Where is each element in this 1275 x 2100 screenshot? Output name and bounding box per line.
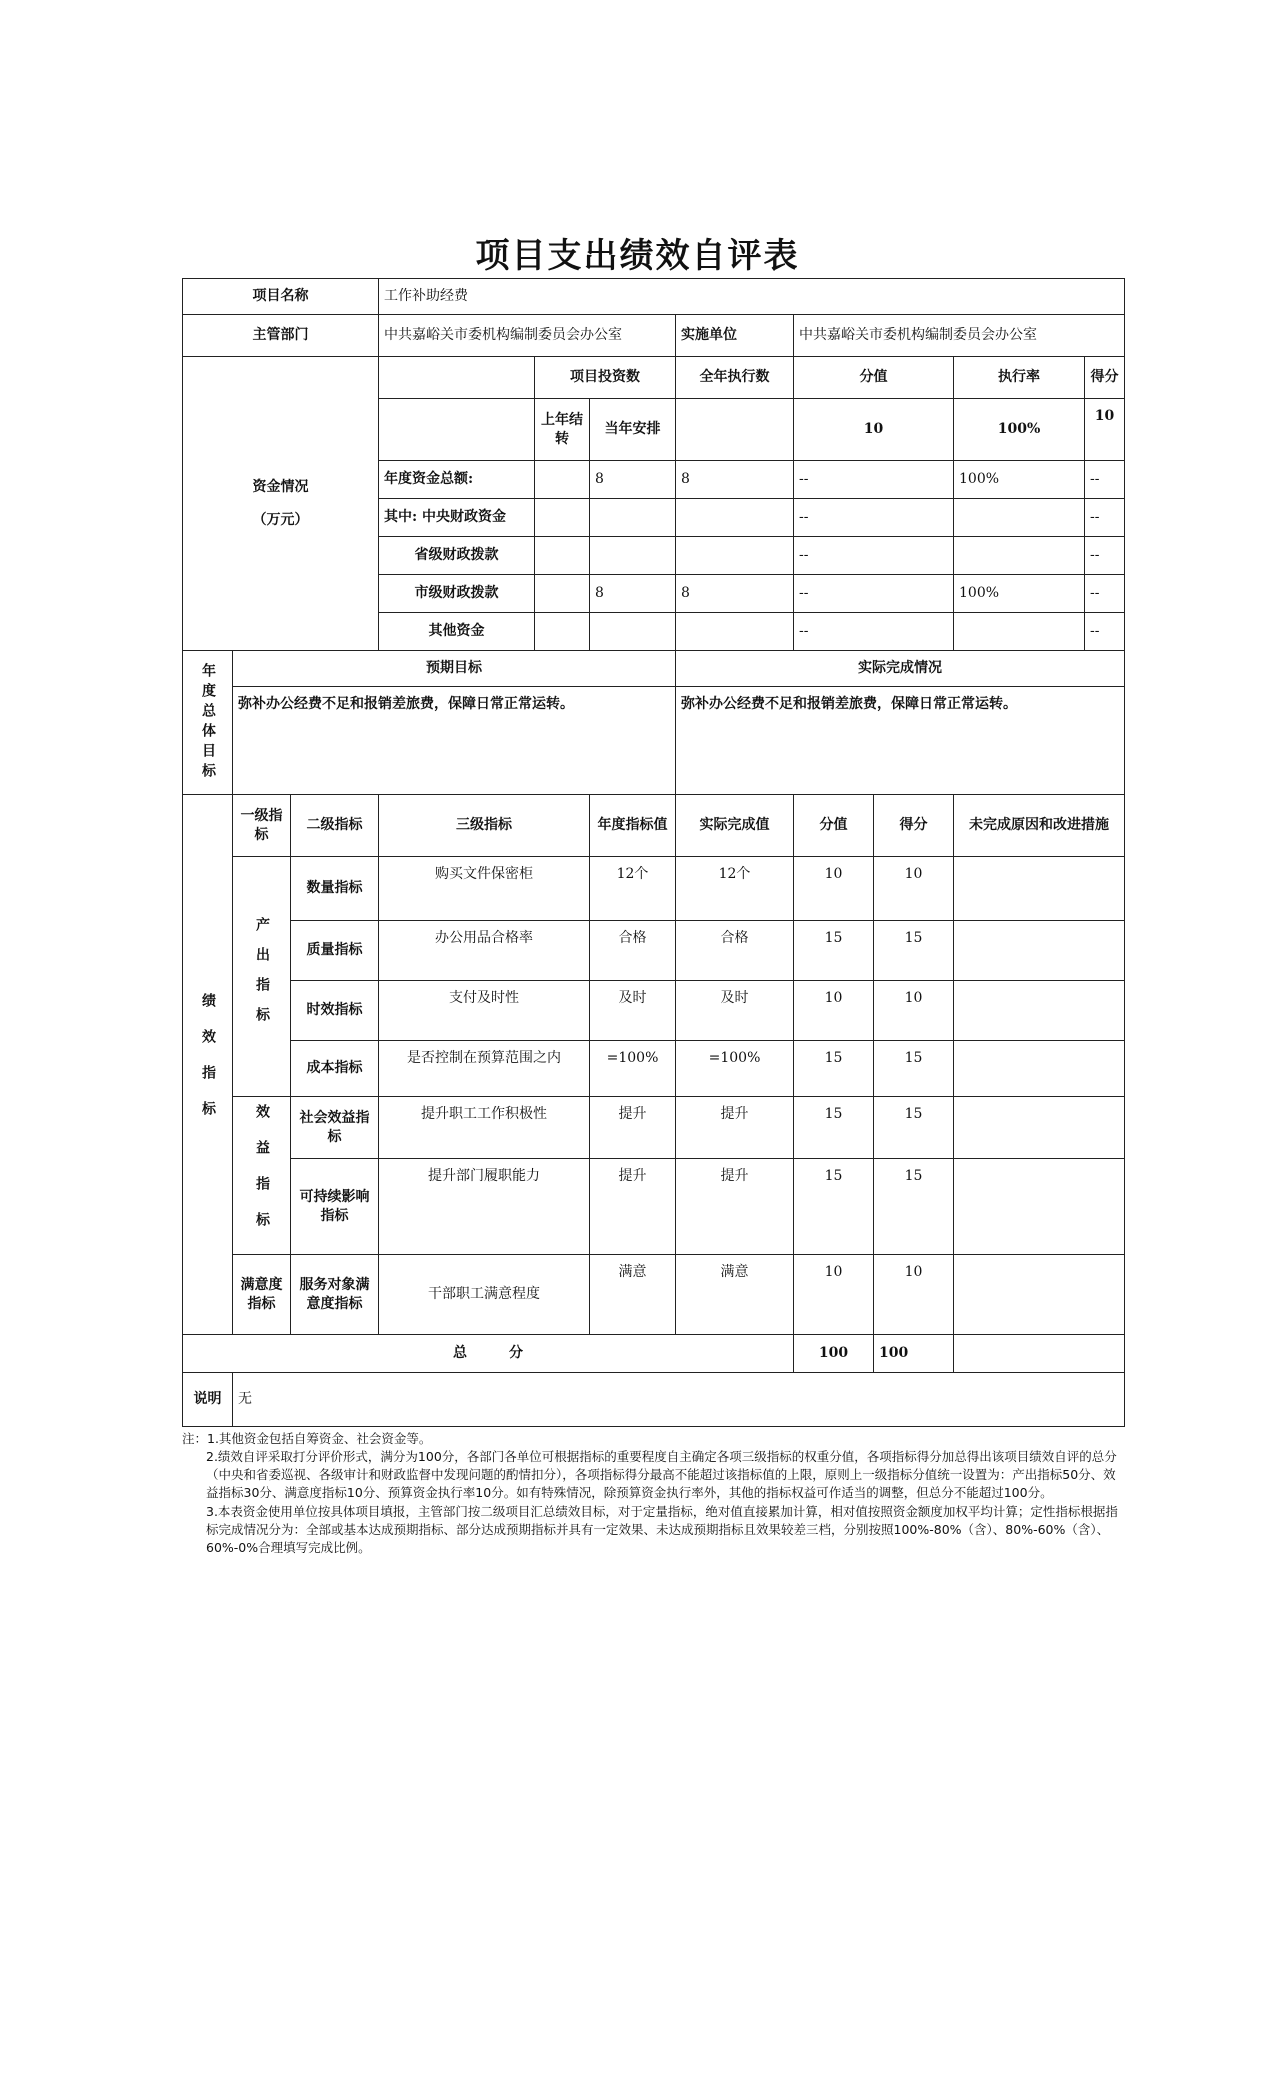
score-value-total: 10 bbox=[794, 399, 954, 461]
indicator-reason bbox=[954, 857, 1125, 921]
note-item: 2.绩效自评采取打分评价形式，满分为100分，各部门各单位可根据指标的重要程度自主确定各项三级指标的权重分值，各项指标得分加总得出该项目绩效自评的总分（中央和省委巡视、各级审计和财政监督中发现问题的酌情扣分），各项指标得分最高不能超过该指标值的上限，原则上一级指标分值统一设置为：产出指标50分、效益指标30分、满意度指标10分、预算资金执行率10分。如有特殊情况，除预算资金执行率外，其他的指标权益可作适当的调整，但总分不能超过100分。 bbox=[206, 1449, 1117, 1501]
actual-goal-header: 实际完成情况 bbox=[676, 651, 1125, 687]
funds-row-label: 其他资金 bbox=[379, 613, 535, 651]
indicator-level2: 时效指标 bbox=[291, 981, 379, 1041]
indicator-value: 15 bbox=[794, 1041, 874, 1097]
indicator-target: 及时 bbox=[590, 981, 676, 1041]
benefit-group-label: 效益指标 bbox=[233, 1097, 291, 1255]
total-row bbox=[183, 1335, 1125, 1373]
project-name-label: 项目名称 bbox=[183, 279, 379, 315]
funds-row-exec: 8 bbox=[676, 461, 794, 499]
performance-label: 绩效指标 bbox=[183, 795, 233, 1335]
indicator-level2: 质量指标 bbox=[291, 921, 379, 981]
indicator-level3: 办公用品合格率 bbox=[379, 921, 590, 981]
indicator-score: 15 bbox=[874, 921, 954, 981]
goals-content-row bbox=[183, 687, 1125, 795]
indicator-row bbox=[183, 921, 1125, 981]
note-item: 注：1.其他资金包括自筹资金、社会资金等。 bbox=[182, 1431, 432, 1446]
indicator-target: 提升 bbox=[590, 1097, 676, 1159]
indicator-reason bbox=[954, 981, 1125, 1041]
indicator-reason bbox=[954, 1159, 1125, 1255]
indicator-level3: 是否控制在预算范围之内 bbox=[379, 1041, 590, 1097]
perf-score-value-header: 分值 bbox=[794, 795, 874, 857]
goals-header-row bbox=[183, 651, 1125, 687]
exec-rate-total: 100% bbox=[954, 399, 1085, 461]
indicator-row bbox=[183, 981, 1125, 1041]
indicator-target: 合格 bbox=[590, 921, 676, 981]
funds-row-label: 其中: 中央财政资金 bbox=[379, 499, 535, 537]
funds-row-score: -- bbox=[1085, 461, 1125, 499]
funds-row-prev bbox=[535, 461, 590, 499]
department-row bbox=[183, 315, 1125, 357]
funds-row-rate: 100% bbox=[954, 575, 1085, 613]
funds-row-current: 8 bbox=[590, 461, 676, 499]
indicator-row bbox=[183, 857, 1125, 921]
annual-target-header: 年度指标值 bbox=[590, 795, 676, 857]
funds-row-label: 省级财政拨款 bbox=[379, 537, 535, 575]
project-name-value: 工作补助经费 bbox=[379, 279, 1125, 315]
funds-row-current bbox=[590, 499, 676, 537]
current-year-header: 当年安排 bbox=[590, 399, 676, 461]
funds-row-current: 8 bbox=[590, 575, 676, 613]
funds-row-value: -- bbox=[794, 613, 954, 651]
indicator-score: 15 bbox=[874, 1097, 954, 1159]
funds-label-cell bbox=[183, 357, 379, 651]
total-label: 总 分 bbox=[183, 1335, 794, 1373]
indicator-value: 10 bbox=[794, 1255, 874, 1335]
funds-blank-cell-2 bbox=[379, 399, 535, 461]
indicator-actual: 12个 bbox=[676, 857, 794, 921]
expected-goal: 弥补办公经费不足和报销差旅费，保障日常正常运转。 bbox=[233, 687, 676, 795]
total-score: 100 bbox=[874, 1335, 954, 1373]
funds-label: 资金情况 bbox=[252, 478, 309, 495]
funds-row-score: -- bbox=[1085, 575, 1125, 613]
funds-row-prev bbox=[535, 613, 590, 651]
indicator-level3: 提升职工工作积极性 bbox=[379, 1097, 590, 1159]
indicator-score: 10 bbox=[874, 1255, 954, 1335]
funds-row-label: 市级财政拨款 bbox=[379, 575, 535, 613]
page-title: 项目支出绩效自评表 bbox=[475, 236, 800, 276]
indicator-level2: 社会效益指标 bbox=[291, 1097, 379, 1159]
funds-header-row bbox=[183, 357, 1125, 399]
exec-rate-header: 执行率 bbox=[954, 357, 1085, 399]
indicator-score: 10 bbox=[874, 981, 954, 1041]
actual-goal: 弥补办公经费不足和报销差旅费，保障日常正常运转。 bbox=[676, 687, 1125, 795]
funds-row-score: -- bbox=[1085, 613, 1125, 651]
indicator-value: 15 bbox=[794, 921, 874, 981]
funds-row-value: -- bbox=[794, 575, 954, 613]
funds-row-exec bbox=[676, 537, 794, 575]
score-total: 10 bbox=[1085, 399, 1125, 461]
investment-header: 项目投资数 bbox=[535, 357, 676, 399]
notes bbox=[182, 1430, 1124, 1557]
score-value-header: 分值 bbox=[794, 357, 954, 399]
implementer-label: 实施单位 bbox=[676, 315, 794, 357]
indicator-reason bbox=[954, 921, 1125, 981]
indicator-target: 12个 bbox=[590, 857, 676, 921]
goals-label: 年度总体目标 bbox=[183, 651, 233, 795]
actual-value-header: 实际完成值 bbox=[676, 795, 794, 857]
indicator-actual: 合格 bbox=[676, 921, 794, 981]
indicator-actual: 满意 bbox=[676, 1255, 794, 1335]
indicator-actual: 提升 bbox=[676, 1097, 794, 1159]
funds-row-rate: 100% bbox=[954, 461, 1085, 499]
remark-label: 说明 bbox=[183, 1373, 233, 1427]
indicator-row bbox=[183, 1159, 1125, 1255]
indicator-actual: 及时 bbox=[676, 981, 794, 1041]
satisfaction-group-label: 满意度指标 bbox=[233, 1255, 291, 1335]
indicator-level2: 成本指标 bbox=[291, 1041, 379, 1097]
indicator-score: 15 bbox=[874, 1159, 954, 1255]
indicator-row bbox=[183, 1255, 1125, 1335]
funds-row-prev bbox=[535, 575, 590, 613]
department-label: 主管部门 bbox=[183, 315, 379, 357]
indicator-level2: 数量指标 bbox=[291, 857, 379, 921]
indicator-level3: 提升部门履职能力 bbox=[379, 1159, 590, 1255]
funds-row-score: -- bbox=[1085, 537, 1125, 575]
indicator-target: 提升 bbox=[590, 1159, 676, 1255]
annual-exec-header: 全年执行数 bbox=[676, 357, 794, 399]
remark-value: 无 bbox=[233, 1373, 1125, 1427]
score-header: 得分 bbox=[1085, 357, 1125, 399]
funds-row-prev bbox=[535, 499, 590, 537]
note-item: 3.本表资金使用单位按具体项目填报，主管部门按二级项目汇总绩效目标，对于定量指标，绝对值直接累加计算，相对值按照资金额度加权平均计算；定性指标根据指标完成情况分为：全部或基本达成预期指标、部分达成预期指标并具有一定效果、未达成预期指标且效果较差三档，分别按照100%-80%（含）、80%-60%（含）、60%-0%合理填写完成比例。 bbox=[206, 1503, 1118, 1555]
indicator-reason bbox=[954, 1097, 1125, 1159]
self-evaluation-table bbox=[182, 278, 1125, 1427]
total-value: 100 bbox=[794, 1335, 874, 1373]
indicator-level2: 可持续影响指标 bbox=[291, 1159, 379, 1255]
funds-row-exec bbox=[676, 613, 794, 651]
funds-row-value: -- bbox=[794, 537, 954, 575]
indicator-value: 10 bbox=[794, 981, 874, 1041]
indicator-row bbox=[183, 1041, 1125, 1097]
indicator-actual: 提升 bbox=[676, 1159, 794, 1255]
indicator-row bbox=[183, 1097, 1125, 1159]
indicator-value: 10 bbox=[794, 857, 874, 921]
indicator-score: 15 bbox=[874, 1041, 954, 1097]
funds-row-rate bbox=[954, 537, 1085, 575]
level1-header: 一级指标 bbox=[233, 795, 291, 857]
funds-row-exec bbox=[676, 499, 794, 537]
indicator-level2: 服务对象满意度指标 bbox=[291, 1255, 379, 1335]
total-blank bbox=[954, 1335, 1125, 1373]
funds-row-value: -- bbox=[794, 461, 954, 499]
funds-row-current bbox=[590, 613, 676, 651]
funds-row-prev bbox=[535, 537, 590, 575]
indicator-level3: 干部职工满意程度 bbox=[379, 1255, 590, 1335]
implementer-value: 中共嘉峪关市委机构编制委员会办公室 bbox=[794, 315, 1125, 357]
indicator-reason bbox=[954, 1041, 1125, 1097]
remark-row bbox=[183, 1373, 1125, 1427]
indicator-reason bbox=[954, 1255, 1125, 1335]
funds-row-value: -- bbox=[794, 499, 954, 537]
annual-exec-blank bbox=[676, 399, 794, 461]
funds-row-rate bbox=[954, 613, 1085, 651]
funds-row-score: -- bbox=[1085, 499, 1125, 537]
indicator-target: =100% bbox=[590, 1041, 676, 1097]
indicator-value: 15 bbox=[794, 1159, 874, 1255]
perf-score-header: 得分 bbox=[874, 795, 954, 857]
performance-header-row bbox=[183, 795, 1125, 857]
funds-row-rate bbox=[954, 499, 1085, 537]
project-name-row bbox=[183, 279, 1125, 315]
level3-header: 三级指标 bbox=[379, 795, 590, 857]
indicator-score: 10 bbox=[874, 857, 954, 921]
indicator-value: 15 bbox=[794, 1097, 874, 1159]
funds-blank-cell bbox=[379, 357, 535, 399]
indicator-level3: 购买文件保密柜 bbox=[379, 857, 590, 921]
funds-row-label: 年度资金总额: bbox=[379, 461, 535, 499]
funds-unit: （万元） bbox=[252, 511, 309, 528]
prev-year-header: 上年结转 bbox=[535, 399, 590, 461]
indicator-actual: =100% bbox=[676, 1041, 794, 1097]
output-group-label: 产出指标 bbox=[233, 857, 291, 1097]
funds-row-current bbox=[590, 537, 676, 575]
funds-row-exec: 8 bbox=[676, 575, 794, 613]
indicator-level3: 支付及时性 bbox=[379, 981, 590, 1041]
level2-header: 二级指标 bbox=[291, 795, 379, 857]
department-value: 中共嘉峪关市委机构编制委员会办公室 bbox=[379, 315, 676, 357]
reason-header: 未完成原因和改进措施 bbox=[954, 795, 1125, 857]
expected-goal-header: 预期目标 bbox=[233, 651, 676, 687]
indicator-target: 满意 bbox=[590, 1255, 676, 1335]
